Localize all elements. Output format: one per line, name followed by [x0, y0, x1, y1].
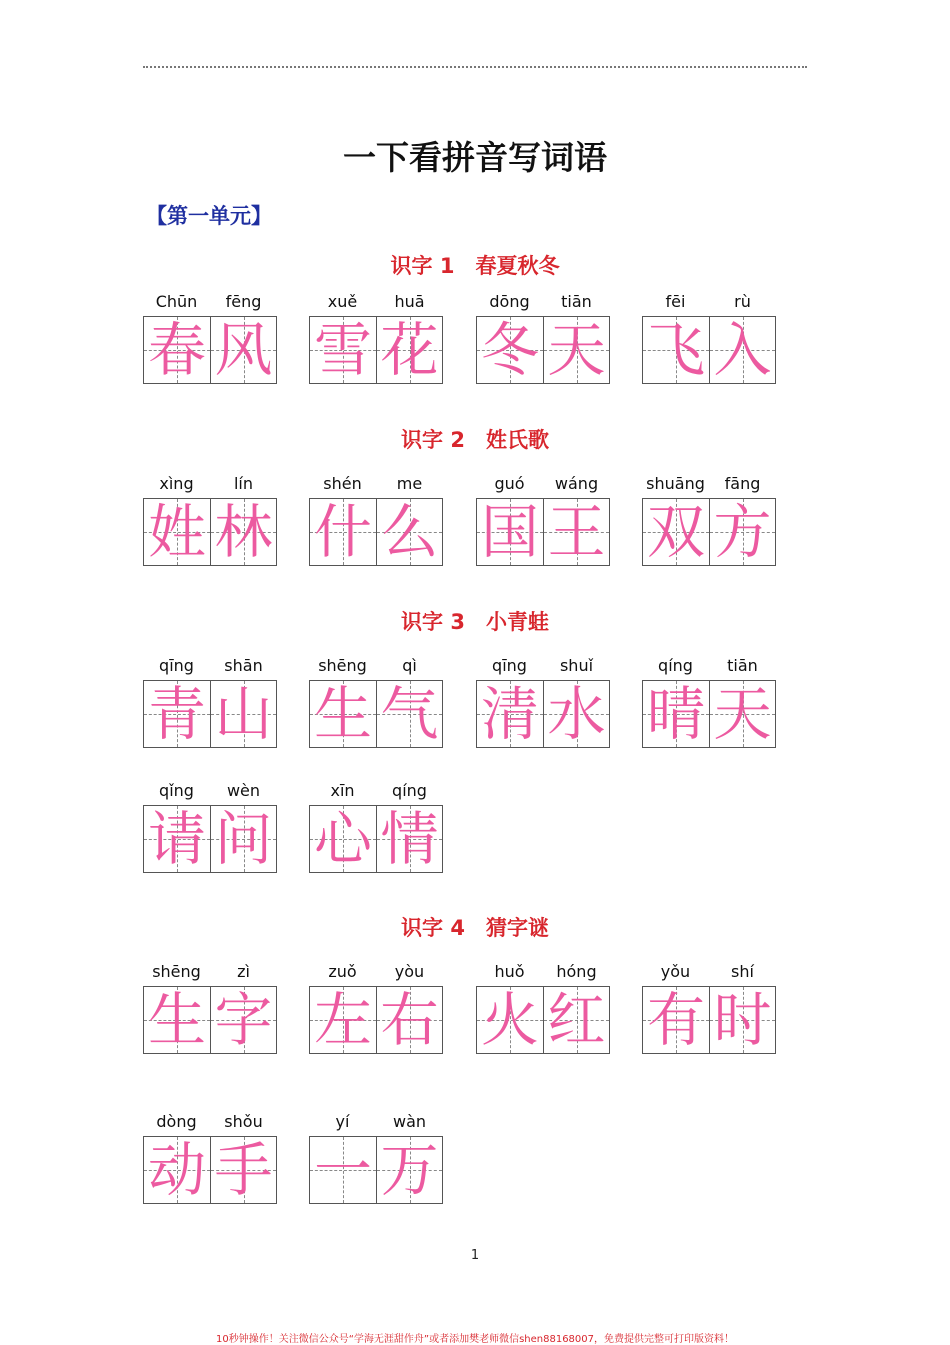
hanzi-character: 火: [480, 986, 539, 1054]
hanzi-character: 花: [380, 316, 439, 384]
hanzi-character: 天: [547, 316, 606, 384]
word-cell: [143, 1112, 277, 1204]
word-cell: [642, 962, 776, 1054]
pinyin-row: [143, 656, 277, 680]
pinyin-syllable: qǐng: [159, 781, 194, 800]
hanzi-character: 林: [214, 498, 273, 566]
word-cell: [309, 962, 443, 1054]
pinyin-syllable: shǒu: [224, 1112, 263, 1131]
word-cell: [309, 781, 443, 873]
word-cell: [476, 292, 610, 384]
tianzige-box: [210, 987, 277, 1053]
tianzige-box: [709, 681, 776, 747]
tianzige-box: [376, 681, 443, 747]
tianzige-grid: [143, 316, 277, 384]
word-cell: [143, 962, 277, 1054]
pinyin-syllable: qíng: [392, 781, 427, 800]
tianzige-box: [543, 317, 610, 383]
tianzige-box: [210, 806, 277, 872]
hanzi-character: 右: [380, 986, 439, 1054]
tianzige-box: [144, 681, 210, 747]
tianzige-box: [310, 499, 376, 565]
tianzige-box: [643, 987, 709, 1053]
tianzige-grid: [309, 1136, 443, 1204]
hanzi-character: 手: [214, 1136, 273, 1204]
tianzige-grid: [309, 805, 443, 873]
page-title: 一下看拼音写词语: [343, 138, 607, 177]
hanzi-character: 山: [214, 680, 273, 748]
pinyin-syllable: qīng: [159, 656, 194, 675]
word-cell: [309, 1112, 443, 1204]
pinyin-row: [476, 474, 610, 498]
pinyin-syllable: shuāng: [646, 474, 705, 493]
pinyin-row: [143, 962, 277, 986]
lesson-heading: 识字 1 春夏秋冬: [390, 254, 560, 278]
hanzi-character: 水: [547, 680, 606, 748]
tianzige-box: [643, 499, 709, 565]
unit-heading: 【第一单元】: [146, 204, 272, 228]
hanzi-character: 左: [313, 986, 372, 1054]
tianzige-grid: [642, 498, 776, 566]
tianzige-grid: [309, 498, 443, 566]
tianzige-box: [310, 1137, 376, 1203]
pinyin-syllable: hóng: [556, 962, 597, 981]
pinyin-syllable: fēng: [225, 292, 262, 311]
tianzige-box: [144, 499, 210, 565]
tianzige-grid: [476, 316, 610, 384]
tianzige-box: [477, 499, 543, 565]
tianzige-box: [376, 987, 443, 1053]
word-cell: [143, 656, 277, 748]
word-cell: [642, 474, 776, 566]
hanzi-character: 问: [214, 805, 273, 873]
word-cell: [143, 292, 277, 384]
tianzige-grid: [476, 986, 610, 1054]
pinyin-syllable: qì: [402, 656, 417, 675]
hanzi-character: 姓: [147, 498, 206, 566]
tianzige-box: [709, 987, 776, 1053]
pinyin-syllable: yí: [335, 1112, 350, 1131]
tianzige-grid: [642, 986, 776, 1054]
pinyin-syllable: wèn: [226, 781, 261, 800]
pinyin-row: [309, 781, 443, 805]
pinyin-row: [143, 1112, 277, 1136]
pinyin-row: [309, 474, 443, 498]
pinyin-syllable: qíng: [658, 656, 693, 675]
tianzige-box: [310, 681, 376, 747]
pinyin-syllable: shén: [323, 474, 362, 493]
tianzige-grid: [642, 316, 776, 384]
hanzi-character: 一: [313, 1136, 372, 1204]
pinyin-row: [476, 292, 610, 316]
tianzige-grid: [309, 680, 443, 748]
tianzige-box: [144, 1137, 210, 1203]
tianzige-box: [376, 499, 443, 565]
hanzi-character: 红: [547, 986, 606, 1054]
hanzi-character: 有: [646, 986, 705, 1054]
hanzi-character: 双: [646, 498, 705, 566]
pinyin-syllable: shuǐ: [559, 656, 594, 675]
pinyin-syllable: xuě: [327, 292, 358, 311]
word-cell: [309, 656, 443, 748]
pinyin-syllable: xìng: [159, 474, 194, 493]
pinyin-syllable: lín: [233, 474, 254, 493]
word-cell: [143, 474, 277, 566]
hanzi-character: 雪: [313, 316, 372, 384]
pinyin-syllable: xīn: [330, 781, 355, 800]
hanzi-character: 什: [313, 498, 372, 566]
hanzi-character: 字: [214, 986, 273, 1054]
pinyin-syllable: fāng: [724, 474, 761, 493]
tianzige-box: [144, 317, 210, 383]
tianzige-box: [477, 317, 543, 383]
word-cell: [642, 292, 776, 384]
tianzige-box: [210, 317, 277, 383]
tianzige-box: [376, 806, 443, 872]
lesson-heading: 识字 2 姓氏歌: [401, 428, 549, 452]
pinyin-row: [476, 656, 610, 680]
tianzige-box: [376, 1137, 443, 1203]
tianzige-box: [210, 681, 277, 747]
top-dotted-rule: [143, 66, 807, 68]
pinyin-syllable: huǒ: [494, 962, 525, 981]
pinyin-syllable: dòng: [156, 1112, 197, 1131]
tianzige-box: [210, 499, 277, 565]
tianzige-grid: [143, 805, 277, 873]
pinyin-row: [642, 962, 776, 986]
hanzi-character: 方: [713, 498, 772, 566]
hanzi-character: 动: [147, 1136, 206, 1204]
hanzi-character: 晴: [646, 680, 705, 748]
hanzi-character: 情: [380, 805, 439, 873]
page-number: 1: [470, 1248, 480, 1263]
tianzige-grid: [309, 986, 443, 1054]
hanzi-character: 生: [313, 680, 372, 748]
tianzige-box: [310, 806, 376, 872]
pinyin-row: [309, 1112, 443, 1136]
pinyin-syllable: shēng: [152, 962, 201, 981]
pinyin-syllable: huā: [394, 292, 425, 311]
pinyin-syllable: yòu: [394, 962, 425, 981]
hanzi-character: 飞: [646, 316, 705, 384]
tianzige-box: [709, 317, 776, 383]
pinyin-syllable: yǒu: [660, 962, 691, 981]
hanzi-character: 时: [713, 986, 772, 1054]
lesson-heading: 识字 4 猜字谜: [401, 916, 549, 940]
pinyin-syllable: tiān: [727, 656, 758, 675]
lesson-heading: 识字 3 小青蛙: [401, 610, 549, 634]
pinyin-row: [309, 656, 443, 680]
word-cell: [309, 474, 443, 566]
pinyin-row: [642, 474, 776, 498]
footer-note: 10秒钟操作！关注微信公众号“学海无涯甜作舟”或者添加樊老师微信shen88168007，免费提供完整可打印版资料！: [215, 1334, 735, 1345]
hanzi-character: 冬: [480, 316, 539, 384]
tianzige-grid: [476, 498, 610, 566]
word-cell: [476, 962, 610, 1054]
pinyin-syllable: fēi: [665, 292, 686, 311]
tianzige-box: [543, 987, 610, 1053]
pinyin-syllable: shān: [224, 656, 263, 675]
tianzige-box: [543, 499, 610, 565]
pinyin-row: [143, 781, 277, 805]
tianzige-box: [210, 1137, 277, 1203]
tianzige-grid: [143, 1136, 277, 1204]
tianzige-box: [709, 499, 776, 565]
hanzi-character: 么: [380, 498, 439, 566]
word-cell: [143, 781, 277, 873]
pinyin-syllable: dōng: [489, 292, 530, 311]
tianzige-grid: [143, 498, 277, 566]
pinyin-syllable: guó: [494, 474, 525, 493]
hanzi-character: 清: [480, 680, 539, 748]
pinyin-syllable: shí: [731, 962, 754, 981]
hanzi-character: 请: [147, 805, 206, 873]
tianzige-box: [144, 806, 210, 872]
pinyin-syllable: wáng: [554, 474, 599, 493]
pinyin-syllable: Chūn: [155, 292, 198, 311]
pinyin-row: [642, 292, 776, 316]
pinyin-syllable: zì: [237, 962, 250, 981]
tianzige-box: [376, 317, 443, 383]
tianzige-grid: [476, 680, 610, 748]
tianzige-box: [543, 681, 610, 747]
pinyin-row: [143, 474, 277, 498]
tianzige-grid: [143, 986, 277, 1054]
hanzi-character: 生: [147, 986, 206, 1054]
pinyin-syllable: rù: [734, 292, 751, 311]
hanzi-character: 王: [547, 498, 606, 566]
word-cell: [476, 474, 610, 566]
hanzi-character: 国: [480, 498, 539, 566]
pinyin-row: [309, 292, 443, 316]
pinyin-syllable: zuǒ: [328, 962, 357, 981]
pinyin-row: [309, 962, 443, 986]
pinyin-syllable: wàn: [392, 1112, 427, 1131]
hanzi-character: 风: [214, 316, 273, 384]
pinyin-row: [642, 656, 776, 680]
tianzige-box: [310, 987, 376, 1053]
pinyin-row: [476, 962, 610, 986]
hanzi-character: 万: [380, 1136, 439, 1204]
word-cell: [309, 292, 443, 384]
hanzi-character: 天: [713, 680, 772, 748]
hanzi-character: 气: [380, 680, 439, 748]
tianzige-box: [643, 317, 709, 383]
pinyin-syllable: tiān: [561, 292, 592, 311]
tianzige-box: [310, 317, 376, 383]
pinyin-syllable: me: [396, 474, 423, 493]
tianzige-box: [477, 987, 543, 1053]
tianzige-box: [477, 681, 543, 747]
pinyin-row: [143, 292, 277, 316]
hanzi-character: 春: [147, 316, 206, 384]
pinyin-syllable: qīng: [492, 656, 527, 675]
tianzige-grid: [309, 316, 443, 384]
hanzi-character: 入: [713, 316, 772, 384]
hanzi-character: 心: [313, 805, 372, 873]
hanzi-character: 青: [147, 680, 206, 748]
tianzige-grid: [642, 680, 776, 748]
pinyin-syllable: shēng: [318, 656, 367, 675]
tianzige-box: [144, 987, 210, 1053]
tianzige-box: [643, 681, 709, 747]
word-cell: [476, 656, 610, 748]
tianzige-grid: [143, 680, 277, 748]
word-cell: [642, 656, 776, 748]
